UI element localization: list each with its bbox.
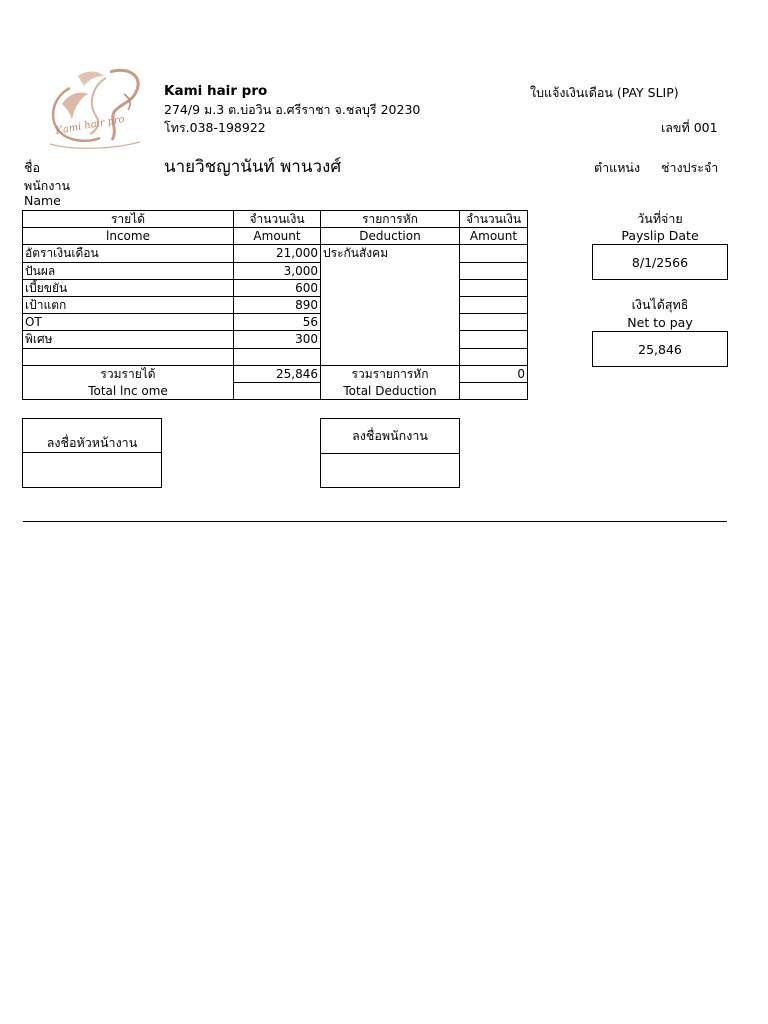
income-label: เบี้ยขยัน <box>23 279 234 296</box>
total-income-label-en: Total lnc ome <box>23 382 234 399</box>
total-income-blank <box>234 382 321 399</box>
divider-line <box>23 521 727 522</box>
total-deduction-blank <box>460 382 528 399</box>
total-income-label-th: รวมรายได้ <box>23 365 234 382</box>
amount-header-en: Amount <box>234 228 321 245</box>
deduction-item: ประกันสังคม <box>321 245 460 365</box>
income-label: OT <box>23 314 234 331</box>
income-amount: 600 <box>234 279 321 296</box>
supervisor-signature-box <box>22 418 162 488</box>
table-row <box>23 245 528 262</box>
income-label: ปันผล <box>23 262 234 279</box>
income-label <box>23 348 234 365</box>
pay-date-label-en: Payslip Date <box>621 228 699 243</box>
net-pay-label-th: เงินได้สุทธิ <box>631 297 689 312</box>
deduction-amount <box>460 245 528 262</box>
net-pay-value: 25,846 <box>592 331 728 367</box>
deduction-amount <box>460 314 528 331</box>
pay-date-value: 8/1/2566 <box>592 244 728 280</box>
position-label: ตำแหน่ง <box>594 160 641 175</box>
totals-row-th <box>23 365 528 382</box>
logo-text: Kami hair pro <box>54 113 126 137</box>
document-title: ใบแจ้งเงินเดือน (PAY SLIP) <box>530 85 679 100</box>
net-pay-label-en: Net to pay <box>627 315 693 330</box>
deduction-amount <box>460 262 528 279</box>
totals-row-en <box>23 382 528 399</box>
company-name: Kami hair pro <box>164 83 268 99</box>
income-label: เป้าแตก <box>23 296 234 313</box>
employee-signature-label: ลงชื่อพนักงาน <box>321 419 459 454</box>
income-header-th: รายได้ <box>23 211 234 228</box>
deduction-header-en: Deduction <box>321 228 460 245</box>
header-row-th <box>23 211 528 228</box>
name-label-th: ชื่อ <box>24 160 40 175</box>
income-amount: 890 <box>234 296 321 313</box>
income-amount: 56 <box>234 314 321 331</box>
income-amount: 3,000 <box>234 262 321 279</box>
company-phone: โทร.038-198922 <box>164 120 266 135</box>
supervisor-signature-label: ลงชื่อหัวหน้างาน <box>23 419 161 453</box>
document-number: เลขที่ 001 <box>661 120 718 135</box>
income-amount: 21,000 <box>234 245 321 262</box>
name-label-th-2: พนักงาน <box>24 178 71 193</box>
deduction-header-th: รายการหัก <box>321 211 460 228</box>
company-logo <box>40 64 158 156</box>
deduction-amount <box>460 296 528 313</box>
position-value: ช่างประจำ <box>661 160 719 175</box>
total-deduction-label-th: รวมรายการหัก <box>321 365 460 382</box>
ded-amount-header-en: Amount <box>460 228 528 245</box>
name-label-en: Name <box>24 193 61 208</box>
deduction-amount <box>460 331 528 348</box>
income-amount: 300 <box>234 331 321 348</box>
deduction-amount <box>460 279 528 296</box>
income-amount <box>234 348 321 365</box>
company-address: 274/9 ม.3 ต.บ่อวิน อ.ศรีราชา จ.ชลบุรี 20230 <box>164 102 421 117</box>
amount-header-th: จำนวนเงิน <box>234 211 321 228</box>
payslip-table <box>22 210 528 400</box>
income-label: อัตราเงินเดือน <box>23 245 234 262</box>
total-deduction-label-en: Total Deduction <box>321 382 460 399</box>
total-income-value: 25,846 <box>234 365 321 382</box>
ded-amount-header-th: จำนวนเงิน <box>460 211 528 228</box>
total-deduction-value: 0 <box>460 365 528 382</box>
pay-date-label-th: วันที่จ่าย <box>637 211 683 226</box>
employee-signature-box <box>320 418 460 488</box>
income-header-en: lncome <box>23 228 234 245</box>
income-label: พิเศษ <box>23 331 234 348</box>
header-row-en <box>23 228 528 245</box>
employee-name: นายวิชญานันท์ พานวงศ์ <box>164 157 342 177</box>
deduction-amount <box>460 348 528 365</box>
